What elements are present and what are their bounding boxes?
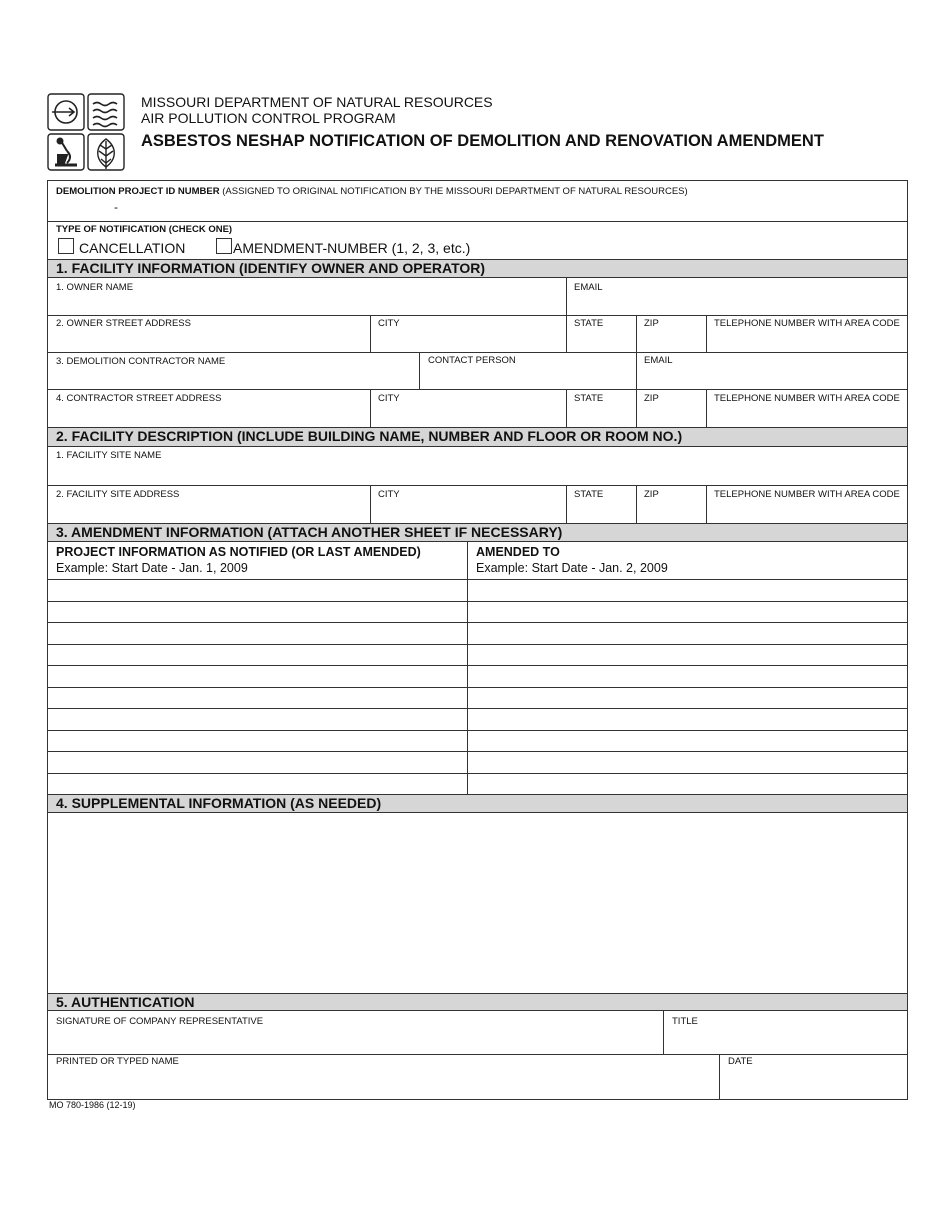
amended-column-example: Example: Start Date - Jan. 2, 2009 <box>476 561 668 575</box>
facility-zip-label: ZIP <box>644 489 659 500</box>
owner-email-label: EMAIL <box>574 282 603 293</box>
amendment-label: AMENDMENT-NUMBER (1, 2, 3, etc.) <box>233 240 471 256</box>
date-label: DATE <box>728 1056 753 1067</box>
cancellation-checkbox[interactable] <box>58 238 74 254</box>
form-title: ASBESTOS NESHAP NOTIFICATION OF DEMOLITION AND RENOVATION AMENDMENT <box>141 132 824 150</box>
contractor-state-label: STATE <box>574 393 604 404</box>
facility-state-label: STATE <box>574 489 604 500</box>
program-name: AIR POLLUTION CONTROL PROGRAM <box>141 110 396 126</box>
facility-city-label: CITY <box>378 489 400 500</box>
section4-header: 4. SUPPLEMENTAL INFORMATION (AS NEEDED) <box>48 794 907 813</box>
form-number: MO 780-1986 (12-19) <box>49 1100 136 1110</box>
microscope-icon <box>55 139 77 166</box>
notified-column-example: Example: Start Date - Jan. 1, 2009 <box>56 561 248 575</box>
contractor-street-label: 4. CONTRACTOR STREET ADDRESS <box>56 393 222 404</box>
notification-type-label: TYPE OF NOTIFICATION (CHECK ONE) <box>56 224 233 235</box>
contact-person-label: CONTACT PERSON <box>428 355 516 366</box>
dnr-logo <box>47 93 127 173</box>
amended-column-header: AMENDED TO <box>476 545 560 559</box>
form-body <box>47 180 908 1100</box>
project-id-label: DEMOLITION PROJECT ID NUMBER (ASSIGNED TO ORIGINAL NOTIFICATION BY THE MISSOURI DEPARTMENT OF NATURAL RESOURCES) <box>56 186 688 197</box>
owner-phone-label: TELEPHONE NUMBER WITH AREA CODE <box>714 318 900 329</box>
amendment-checkbox[interactable] <box>216 238 232 254</box>
project-id-field[interactable]: - <box>114 200 118 214</box>
facility-site-address-label: 2. FACILITY SITE ADDRESS <box>56 489 180 500</box>
water-icon <box>93 103 117 127</box>
cancellation-label: CANCELLATION <box>79 240 186 256</box>
facility-phone-label: TELEPHONE NUMBER WITH AREA CODE <box>714 489 900 500</box>
leaf-icon <box>98 139 115 169</box>
owner-name-label: 1. OWNER NAME <box>56 282 134 293</box>
owner-state-label: STATE <box>574 318 604 329</box>
contractor-zip-label: ZIP <box>644 393 659 404</box>
notified-column-header: PROJECT INFORMATION AS NOTIFIED (OR LAST AMENDED) <box>56 545 421 559</box>
contractor-city-label: CITY <box>378 393 400 404</box>
signature-label: SIGNATURE OF COMPANY REPRESENTATIVE <box>56 1016 264 1027</box>
title-label: TITLE <box>672 1016 698 1027</box>
section2-header: 2. FACILITY DESCRIPTION (INCLUDE BUILDING NAME, NUMBER AND FLOOR OR ROOM NO.) <box>48 427 907 447</box>
printed-name-label: PRINTED OR TYPED NAME <box>56 1056 179 1067</box>
supplemental-info-field[interactable] <box>48 813 907 993</box>
air-icon <box>52 101 77 123</box>
section5-header: 5. AUTHENTICATION <box>48 993 907 1011</box>
contractor-name-label: 3. DEMOLITION CONTRACTOR NAME <box>56 356 226 367</box>
owner-zip-label: ZIP <box>644 318 659 329</box>
section1-header: 1. FACILITY INFORMATION (IDENTIFY OWNER AND OPERATOR) <box>48 259 907 278</box>
owner-city-label: CITY <box>378 318 400 329</box>
owner-street-label: 2. OWNER STREET ADDRESS <box>56 318 191 329</box>
section3-header: 3. AMENDMENT INFORMATION (ATTACH ANOTHER SHEET IF NECESSARY) <box>48 523 907 542</box>
contractor-phone-label: TELEPHONE NUMBER WITH AREA CODE <box>714 393 900 404</box>
contractor-email-label: EMAIL <box>644 355 673 366</box>
agency-name: MISSOURI DEPARTMENT OF NATURAL RESOURCES <box>141 94 493 110</box>
facility-site-name-label: 1. FACILITY SITE NAME <box>56 450 162 461</box>
